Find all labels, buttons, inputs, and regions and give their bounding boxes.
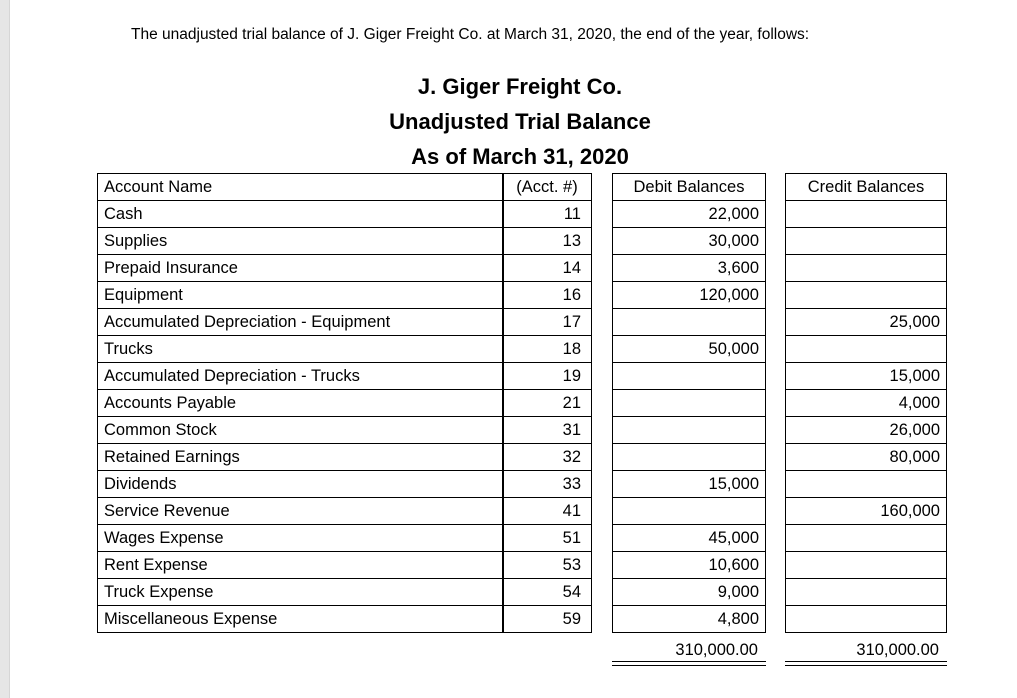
credit-cell bbox=[786, 255, 946, 282]
account-name-cell: Miscellaneous Expense bbox=[104, 610, 278, 628]
account-name-column bbox=[97, 173, 504, 633]
credit-cell bbox=[786, 525, 946, 552]
account-name-cell: Accumulated Depreciation - Trucks bbox=[98, 363, 503, 390]
credit-cell bbox=[786, 228, 946, 255]
credit-cell bbox=[786, 579, 946, 606]
account-name-cell: Equipment bbox=[98, 282, 503, 309]
account-number-cell: 54 bbox=[503, 579, 591, 606]
debit-cell: 22,000 bbox=[613, 201, 765, 228]
account-name-cell: Rent Expense bbox=[98, 552, 503, 579]
debit-cell bbox=[613, 309, 765, 336]
account-number-cell: 31 bbox=[503, 417, 591, 444]
account-name-cell: Prepaid Insurance bbox=[98, 255, 503, 282]
debit-column bbox=[612, 173, 766, 633]
debit-cell bbox=[613, 498, 765, 525]
account-name-cell: Accounts Payable bbox=[98, 390, 503, 417]
credit-cell bbox=[786, 282, 946, 309]
account-number-cell: 17 bbox=[503, 309, 591, 336]
debit-cell: 15,000 bbox=[613, 471, 765, 498]
credit-cell bbox=[786, 606, 946, 632]
account-number-cell: 51 bbox=[503, 525, 591, 552]
account-number-cell: 32 bbox=[503, 444, 591, 471]
account-name-cell: Supplies bbox=[98, 228, 503, 255]
account-number-cell: 21 bbox=[503, 390, 591, 417]
debit-cell bbox=[613, 444, 765, 471]
debit-total: 310,000.00 bbox=[675, 641, 758, 659]
report-title: Unadjusted Trial Balance bbox=[389, 109, 651, 134]
account-name-cell: Cash bbox=[98, 201, 503, 228]
account-name-cell: Common Stock bbox=[98, 417, 503, 444]
debit-cell: 9,000 bbox=[613, 579, 765, 606]
intro-text: The unadjusted trial balance of J. Giger Freight Co. at March 31, 2020, the end of the year, follows: bbox=[131, 26, 810, 43]
account-number-cell: 33 bbox=[503, 471, 591, 498]
credit-cell: 26,000 bbox=[786, 417, 946, 444]
account-name-cell: Trucks bbox=[98, 336, 503, 363]
debit-cell: 50,000 bbox=[613, 336, 765, 363]
account-number-cell: 59 bbox=[562, 610, 581, 628]
debit-cell bbox=[613, 390, 765, 417]
credit-cell: 25,000 bbox=[786, 309, 946, 336]
debit-cell: 10,600 bbox=[613, 552, 765, 579]
account-name-cell: Accumulated Depreciation - Equipment bbox=[98, 309, 503, 336]
credit-cell bbox=[786, 471, 946, 498]
credit-cell bbox=[786, 336, 946, 363]
company-title: J. Giger Freight Co. bbox=[417, 74, 623, 99]
credit-cell bbox=[786, 201, 946, 228]
credit-column bbox=[785, 173, 947, 633]
debit-header: Debit Balances bbox=[613, 174, 765, 201]
credit-total-double-underline bbox=[785, 661, 947, 666]
account-number-cell: 16 bbox=[503, 282, 591, 309]
account-number-header: (Acct. #) bbox=[503, 174, 591, 201]
credit-cell: 160,000 bbox=[786, 498, 946, 525]
account-number-column bbox=[502, 173, 592, 633]
credit-cell bbox=[786, 552, 946, 579]
account-name-cell: Dividends bbox=[98, 471, 503, 498]
account-number-cell: 53 bbox=[503, 552, 591, 579]
debit-total-double-underline bbox=[612, 661, 766, 666]
debit-cell: 4,800 bbox=[717, 610, 759, 628]
debit-cell: 45,000 bbox=[613, 525, 765, 552]
account-name-cell: Wages Expense bbox=[98, 525, 503, 552]
account-number-cell: 41 bbox=[503, 498, 591, 525]
account-name-cell: Truck Expense bbox=[98, 579, 503, 606]
report-date: As of March 31, 2020 bbox=[411, 144, 629, 169]
credit-cell: 15,000 bbox=[786, 363, 946, 390]
debit-cell: 3,600 bbox=[613, 255, 765, 282]
account-name-cell: Service Revenue bbox=[98, 498, 503, 525]
account-number-cell: 18 bbox=[503, 336, 591, 363]
credit-cell: 80,000 bbox=[786, 444, 946, 471]
account-number-cell: 19 bbox=[503, 363, 591, 390]
credit-header: Credit Balances bbox=[786, 174, 946, 201]
page-margin-bar bbox=[0, 0, 10, 698]
account-number-cell: 14 bbox=[503, 255, 591, 282]
credit-cell: 4,000 bbox=[786, 390, 946, 417]
debit-cell bbox=[613, 417, 765, 444]
debit-cell bbox=[613, 363, 765, 390]
debit-cell: 120,000 bbox=[613, 282, 765, 309]
account-name-header: Account Name bbox=[98, 174, 503, 201]
account-name-cell: Retained Earnings bbox=[98, 444, 503, 471]
credit-total: 310,000.00 bbox=[856, 641, 939, 659]
debit-cell: 30,000 bbox=[613, 228, 765, 255]
account-number-cell: 11 bbox=[503, 201, 591, 228]
account-number-cell: 13 bbox=[503, 228, 591, 255]
